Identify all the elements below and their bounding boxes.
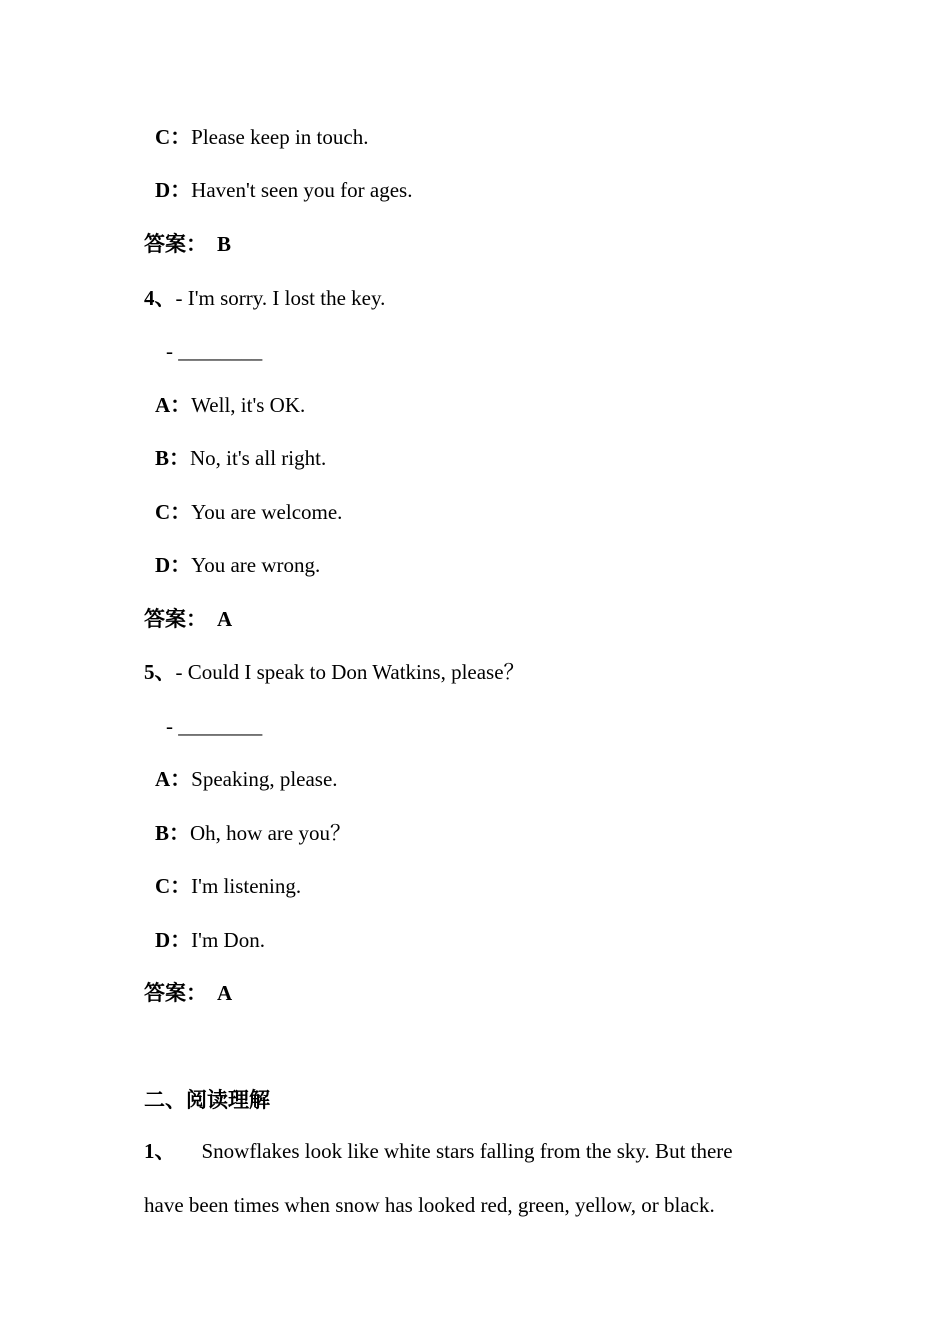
question-number: 4、 [144,286,176,310]
option-text: You are wrong. [191,553,321,577]
option-text: Please keep in touch. [191,125,369,149]
option-label: C： [155,500,192,524]
option-label: D： [155,178,192,202]
option-text: I'm listening. [191,874,302,898]
answer-label: 答案： [144,232,207,256]
q3-answer [144,231,231,257]
q4-blank: - ________ [166,339,263,363]
option-text: No, it's all right. [190,446,327,470]
passage-line-2: have been times when snow has looked red, green, yellow, or black. [144,1193,715,1217]
option-label: D： [155,928,192,952]
q5-option-d [155,927,265,953]
q3-option-c [155,124,368,150]
answer-value: A [217,981,233,1005]
option-text: Haven't seen you for ages. [191,178,413,202]
q5-blank: - ________ [166,714,263,738]
option-text: You are welcome. [191,500,343,524]
q5-answer [144,980,232,1006]
q5-prompt [144,659,525,685]
option-text: Oh, how are you？ [190,821,351,845]
q5-option-a [155,766,338,792]
option-label: A： [155,393,192,417]
question-text: - I'm sorry. I lost the key. [175,286,386,310]
question-text: - Could I speak to Don Watkins, please？ [175,660,525,684]
option-label: B： [155,821,191,845]
passage-text: Snowflakes look like white stars falling from the sky. But there [201,1139,733,1163]
answer-label: 答案： [144,981,207,1005]
passage-line-1 [144,1138,733,1164]
passage-number: 1、 [144,1139,176,1163]
q4-option-a [155,392,305,418]
q5-option-b [155,820,351,846]
option-text: Well, it's OK. [191,393,306,417]
option-label: D： [155,553,192,577]
option-text: I'm Don. [191,928,265,952]
question-number: 5、 [144,660,176,684]
q3-option-d [155,177,412,203]
q5-option-c [155,873,301,899]
option-label: A： [155,767,192,791]
option-label: B： [155,446,191,470]
answer-value: B [217,232,232,256]
answer-label: 答案： [144,607,207,631]
q4-option-c [155,499,342,525]
answer-value: A [217,607,233,631]
q4-answer [144,606,232,632]
section-title: 二、阅读理解 [144,1088,270,1112]
q4-prompt [144,285,385,311]
option-text: Speaking, please. [191,767,338,791]
q4-option-d [155,552,320,578]
option-label: C： [155,874,192,898]
option-label: C： [155,125,192,149]
q4-option-b [155,445,326,471]
